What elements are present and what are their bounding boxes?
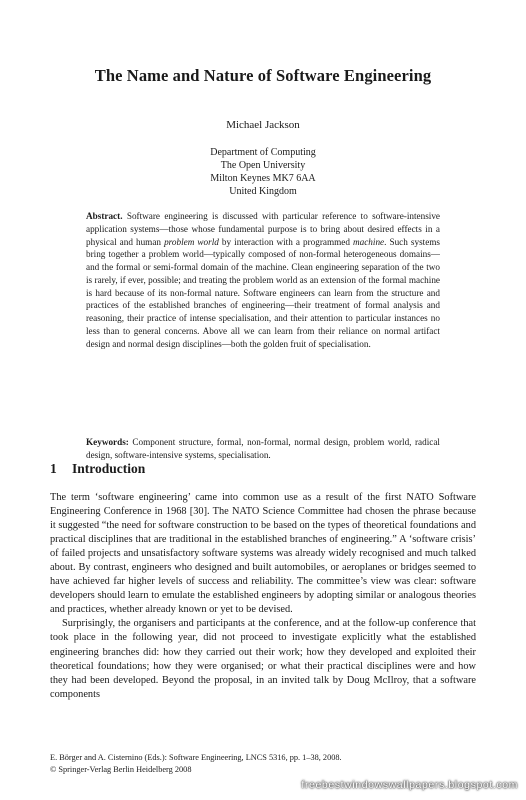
keywords-text: Component structure, formal, non-formal, normal design, problem world, radical design, software-intensive systems, specialisation. — [86, 437, 440, 460]
author-affiliation — [0, 146, 526, 198]
footer-citation: E. Börger and A. Cisternino (Eds.): Software Engineering, LNCS 5316, pp. 1–38, 2008. — [50, 753, 342, 762]
affiliation-address: Milton Keynes MK7 6AA — [210, 173, 316, 184]
abstract — [86, 210, 440, 350]
watermark: freebestwindowswallpapers.blogspot.com — [301, 779, 518, 791]
footer-copyright: © Springer-Verlag Berlin Heidelberg 2008 — [50, 764, 192, 774]
abstract-emphasis-machine: machine — [353, 236, 385, 247]
affiliation-university: The Open University — [220, 160, 306, 171]
keywords-label: Keywords: — [86, 437, 129, 447]
abstract-emphasis-problem-world: problem world — [164, 236, 219, 247]
abstract-text-part1: Software engineering is discussed with particular reference to software-intensive application systems—those whose fundamental purpose is to bring about desired effects in a physical and human — [86, 211, 441, 247]
body-paragraph-1: The term ‘software engineering’ came into common use as a result of the first NATO Software Engineering Conference in 1968 [30]. The NATO Science Committee had chosen the phrase because it suggested “the need for software construction to be based on the types of theoretical foundations and practical disciplines that are traditional in the established branches of engineering.” A ‘software crisis’ of failed projects and unsatisfactory software systems was already widely recognised and much talked about. By contrast, engineers who designed and built automobiles, or aeroplanes or bridges seemed to have achieved far higher levels of success and reliability. The committee’s view was clear: software developers should learn to emulate the established engineers by adopting similar or analogous theories and practices, whether already known or yet to be devised. — [50, 492, 476, 616]
author-name: Michael Jackson — [226, 119, 300, 131]
section-title: Introduction — [72, 461, 146, 476]
keywords — [86, 436, 440, 462]
abstract-text-part3: . Such systems bring together a problem world—typically composed of non-formal heterogeneous domains—and the formal or semi-formal domain of the machine. Clean engineering separation of the two is rarely, if ever, possible; and treating the problem world as an extension of the formal machine is hard because of its non-formal nature. Software engineers can learn from the structure and practices of the established branches of engineering—their treatment of formal analysis and reasoning, their practice of intense specialisation, and their attention to particular instances no less than to general concerns. Above all we can learn from their reliance on normal artifact design and normal design disciplines—both the golden fruit of specialisation. — [86, 236, 441, 349]
paper-title: The Name and Nature of Software Engineering — [94, 66, 432, 85]
section-number: 1 — [50, 461, 57, 476]
abstract-text-part2: by interaction with a programmed — [218, 236, 353, 247]
body-paragraph-2: Surprisingly, the organisers and participants at the conference, and at the follow-up conference that took place in the following year, did not proceed to investigate explicitly what the established engineering branches did: how they carried out their work; how they developed and exploited their theoretical foundations; how they were organised; or what their practical disciplines were and how they had been developed. Beyond the proposal, in an invited talk by Doug McIlroy, that a software components — [50, 618, 476, 700]
section-heading — [50, 461, 145, 477]
abstract-label: Abstract. — [86, 211, 123, 221]
affiliation-country: United Kingdom — [229, 186, 297, 197]
page-footer — [50, 752, 342, 775]
affiliation-department: Department of Computing — [210, 147, 316, 158]
section-body — [50, 491, 476, 702]
